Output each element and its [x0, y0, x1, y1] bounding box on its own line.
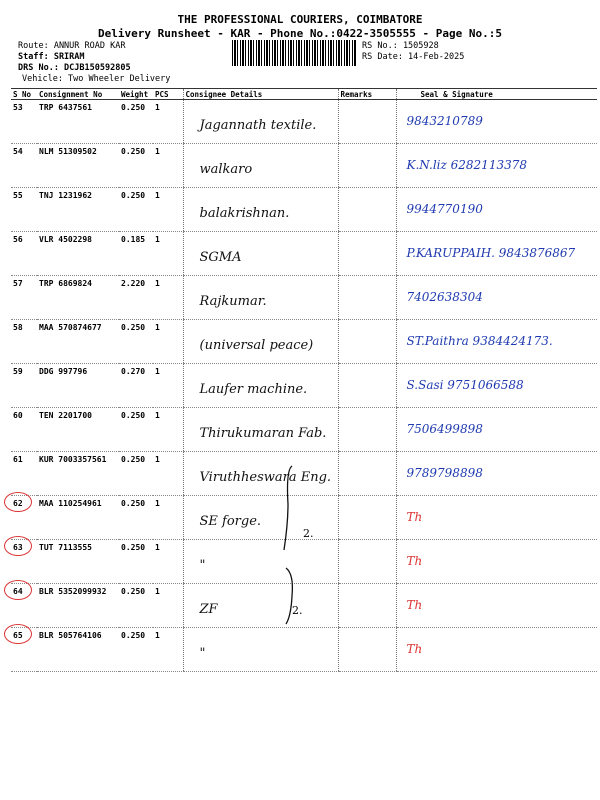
serial-number — [11, 628, 37, 672]
col-seal-signature: Seal & Signature — [396, 89, 597, 100]
consignee-details — [183, 408, 338, 452]
consignee-handwriting: balakrishnan. — [199, 206, 290, 221]
consignee-handwriting: walkaro — [199, 162, 253, 177]
consignment-number — [37, 628, 119, 672]
pieces-count — [153, 232, 183, 276]
serial-number — [11, 540, 37, 584]
serial-number-text: 60 — [13, 411, 23, 420]
signature-handwriting: 7506499898 — [406, 422, 483, 436]
seal-signature — [396, 276, 597, 320]
serial-number-text: 63 — [13, 543, 23, 552]
seal-signature — [396, 188, 597, 232]
weight-value — [119, 276, 153, 320]
signature-handwriting: K.N.liz 6282113378 — [406, 158, 527, 172]
consignment-number — [37, 540, 119, 584]
serial-number — [11, 496, 37, 540]
consignment-number — [37, 232, 119, 276]
pieces-count-text: 1 — [155, 455, 160, 464]
weight-value — [119, 452, 153, 496]
table-row — [11, 100, 597, 144]
bracket-label-1: 2. — [303, 527, 314, 540]
serial-number-text: 58 — [13, 323, 23, 332]
consignment-number — [37, 584, 119, 628]
signature-handwriting: Th — [406, 554, 423, 568]
serial-number — [11, 452, 37, 496]
pieces-count-text: 1 — [155, 235, 160, 244]
runsheet-table — [11, 88, 597, 672]
weight-value — [119, 232, 153, 276]
bracket-label-2: 2. — [292, 604, 303, 617]
pieces-count — [153, 408, 183, 452]
consignee-details — [183, 628, 338, 672]
consignee-handwriting: " — [199, 558, 206, 573]
serial-number — [11, 232, 37, 276]
consignee-details — [183, 144, 338, 188]
consignment-number — [37, 496, 119, 540]
signature-handwriting: 9789798898 — [406, 466, 483, 480]
seal-signature — [396, 452, 597, 496]
red-circle-mark — [4, 492, 32, 512]
pieces-count-text: 1 — [155, 411, 160, 420]
signature-handwriting: Th — [406, 510, 423, 524]
signature-handwriting: Th — [406, 642, 423, 656]
pieces-count — [153, 496, 183, 540]
consignment-number — [37, 364, 119, 408]
weight-value-text: 0.250 — [121, 587, 146, 596]
seal-signature — [396, 584, 597, 628]
serial-number — [11, 188, 37, 232]
weight-value-text: 0.185 — [121, 235, 146, 244]
signature-handwriting: 9944770190 — [406, 202, 483, 216]
signature-handwriting: ST.Paithra 9384424173. — [406, 334, 553, 348]
consignment-number — [37, 320, 119, 364]
consignment-number-text: TRP 6437561 — [39, 103, 92, 112]
consignment-number-text: TNJ 1231962 — [39, 191, 92, 200]
consignment-number-text: TUT 7113555 — [39, 543, 92, 552]
bracket-mark-2 — [282, 566, 302, 626]
consignee-details — [183, 100, 338, 144]
pieces-count-text: 1 — [155, 499, 160, 508]
pieces-count — [153, 100, 183, 144]
col-consignment: Consignment No — [37, 89, 119, 100]
seal-signature — [396, 320, 597, 364]
remarks-cell — [338, 364, 396, 408]
serial-number — [11, 408, 37, 452]
weight-value-text: 0.250 — [121, 103, 146, 112]
consignment-number — [37, 276, 119, 320]
weight-value — [119, 584, 153, 628]
serial-number — [11, 584, 37, 628]
weight-value — [119, 144, 153, 188]
seal-signature — [396, 364, 597, 408]
weight-value-text: 0.250 — [121, 323, 146, 332]
weight-value-text: 0.250 — [121, 191, 146, 200]
consignment-number — [37, 144, 119, 188]
red-circle-mark — [4, 580, 32, 600]
consignee-details — [183, 364, 338, 408]
bracket-mark — [282, 464, 302, 554]
table-row — [11, 188, 597, 232]
consignee-details — [183, 276, 338, 320]
red-circle-mark — [4, 536, 32, 556]
serial-number — [11, 100, 37, 144]
seal-signature — [396, 232, 597, 276]
weight-value — [119, 364, 153, 408]
staff-label: Staff: SRIRAM — [18, 52, 85, 62]
consignment-number-text: TRP 6869824 — [39, 279, 92, 288]
serial-number — [11, 364, 37, 408]
serial-number-text: 64 — [13, 587, 23, 596]
table-header-row — [11, 89, 597, 100]
weight-value-text: 0.250 — [121, 411, 146, 420]
seal-signature — [396, 100, 597, 144]
table-row — [11, 276, 597, 320]
pieces-count — [153, 144, 183, 188]
remarks-cell — [338, 584, 396, 628]
pieces-count — [153, 320, 183, 364]
pieces-count-text: 1 — [155, 587, 160, 596]
consignee-handwriting: ZF — [199, 602, 218, 617]
consignee-handwriting: SE forge. — [199, 514, 262, 529]
serial-number-text: 65 — [13, 631, 23, 640]
table-row — [11, 364, 597, 408]
remarks-cell — [338, 408, 396, 452]
table-row — [11, 584, 597, 628]
consignee-handwriting: SGMA — [199, 250, 242, 265]
serial-number-text: 61 — [13, 455, 23, 464]
table-row — [11, 452, 597, 496]
serial-number — [11, 320, 37, 364]
serial-number — [11, 276, 37, 320]
consignment-number-text: BLR 505764106 — [39, 631, 102, 640]
runsheet-subtitle: Delivery Runsheet - KAR - Phone No.:0422-3505555 - Page No.:5 — [98, 27, 502, 40]
rs-number: RS No.: 1505928 — [362, 41, 439, 51]
consignment-number-text: KUR 7003357561 — [39, 455, 107, 464]
consignee-details — [183, 320, 338, 364]
signature-handwriting: S.Sasi 9751066588 — [406, 378, 524, 392]
weight-value — [119, 496, 153, 540]
rs-date: RS Date: 14-Feb-2025 — [362, 52, 465, 62]
col-pcs: PCS — [153, 89, 183, 100]
table-row — [11, 628, 597, 672]
consignee-details — [183, 452, 338, 496]
weight-value-text: 0.270 — [121, 367, 146, 376]
pieces-count-text: 1 — [155, 279, 160, 288]
pieces-count-text: 1 — [155, 103, 160, 112]
signature-handwriting: P.KARUPPAIH. 9843876867 — [406, 246, 576, 260]
serial-number-text: 54 — [13, 147, 23, 156]
consignee-handwriting: Laufer machine. — [199, 382, 308, 397]
company-title: THE PROFESSIONAL COURIERS, COIMBATORE — [177, 13, 423, 26]
weight-value — [119, 320, 153, 364]
table-row — [11, 540, 597, 584]
seal-signature — [396, 628, 597, 672]
signature-handwriting: 7402638304 — [406, 290, 483, 304]
weight-value — [119, 100, 153, 144]
weight-value — [119, 188, 153, 232]
consignment-number-text: NLM 51309502 — [39, 147, 97, 156]
pieces-count-text: 1 — [155, 191, 160, 200]
consignee-handwriting: (universal peace) — [199, 338, 314, 353]
consignment-number — [37, 188, 119, 232]
weight-value-text: 2.220 — [121, 279, 146, 288]
remarks-cell — [338, 144, 396, 188]
table-row — [11, 144, 597, 188]
signature-handwriting: Th — [406, 598, 423, 612]
consignee-handwriting: Jagannath textile. — [199, 118, 317, 133]
vehicle-label: Vehicle: Two Wheeler Delivery — [22, 74, 171, 84]
serial-number-text: 53 — [13, 103, 23, 112]
pieces-count — [153, 452, 183, 496]
pieces-count-text: 1 — [155, 367, 160, 376]
pieces-count-text: 1 — [155, 543, 160, 552]
col-weight: Weight — [119, 89, 153, 100]
weight-value-text: 0.250 — [121, 543, 146, 552]
seal-signature — [396, 540, 597, 584]
remarks-cell — [338, 232, 396, 276]
serial-number-text: 57 — [13, 279, 23, 288]
weight-value-text: 0.250 — [121, 499, 146, 508]
pieces-count — [153, 276, 183, 320]
remarks-cell — [338, 540, 396, 584]
serial-number-text: 56 — [13, 235, 23, 244]
consignment-number-text: DDG 997796 — [39, 367, 88, 376]
col-remarks: Remarks — [338, 89, 396, 100]
seal-signature — [396, 408, 597, 452]
table-row — [11, 232, 597, 276]
consignment-number — [37, 452, 119, 496]
table-row — [11, 320, 597, 364]
remarks-cell — [338, 188, 396, 232]
weight-value-text: 0.250 — [121, 455, 146, 464]
consignee-handwriting: Viruthheswara Eng. — [199, 470, 332, 485]
weight-value-text: 0.250 — [121, 147, 146, 156]
seal-signature — [396, 496, 597, 540]
remarks-cell — [338, 320, 396, 364]
col-consignee: Consignee Details — [183, 89, 338, 100]
red-circle-mark — [4, 624, 32, 644]
remarks-cell — [338, 100, 396, 144]
consignment-number — [37, 408, 119, 452]
pieces-count — [153, 540, 183, 584]
consignment-number — [37, 100, 119, 144]
pieces-count-text: 1 — [155, 323, 160, 332]
remarks-cell — [338, 496, 396, 540]
consignee-details — [183, 584, 338, 628]
col-sno: S No — [11, 89, 37, 100]
seal-signature — [396, 144, 597, 188]
serial-number — [11, 144, 37, 188]
consignment-number-text: MAA 570874677 — [39, 323, 102, 332]
signature-handwriting: 9843210789 — [406, 114, 483, 128]
table-row — [11, 408, 597, 452]
pieces-count — [153, 628, 183, 672]
weight-value — [119, 628, 153, 672]
pieces-count — [153, 188, 183, 232]
consignee-details — [183, 540, 338, 584]
serial-number-text: 55 — [13, 191, 23, 200]
consignment-number-text: BLR 5352099932 — [39, 587, 107, 596]
weight-value — [119, 540, 153, 584]
consignee-details — [183, 232, 338, 276]
remarks-cell — [338, 452, 396, 496]
consignee-details — [183, 496, 338, 540]
remarks-cell — [338, 276, 396, 320]
barcode — [232, 40, 356, 66]
pieces-count — [153, 584, 183, 628]
remarks-cell — [338, 628, 396, 672]
drs-number: DRS No.: DCJB150592805 — [18, 63, 131, 73]
consignee-details — [183, 188, 338, 232]
serial-number-text: 59 — [13, 367, 23, 376]
weight-value — [119, 408, 153, 452]
consignee-handwriting: Thirukumaran Fab. — [199, 426, 327, 441]
weight-value-text: 0.250 — [121, 631, 146, 640]
consignment-number-text: TEN 2201700 — [39, 411, 92, 420]
consignee-handwriting: " — [199, 646, 206, 661]
consignment-number-text: MAA 110254961 — [39, 499, 102, 508]
pieces-count-text: 1 — [155, 631, 160, 640]
consignment-number-text: VLR 4502298 — [39, 235, 92, 244]
consignee-handwriting: Rajkumar. — [199, 294, 267, 309]
route-label: Route: ANNUR ROAD KAR — [18, 41, 126, 51]
serial-number-text: 62 — [13, 499, 23, 508]
pieces-count — [153, 364, 183, 408]
pieces-count-text: 1 — [155, 147, 160, 156]
